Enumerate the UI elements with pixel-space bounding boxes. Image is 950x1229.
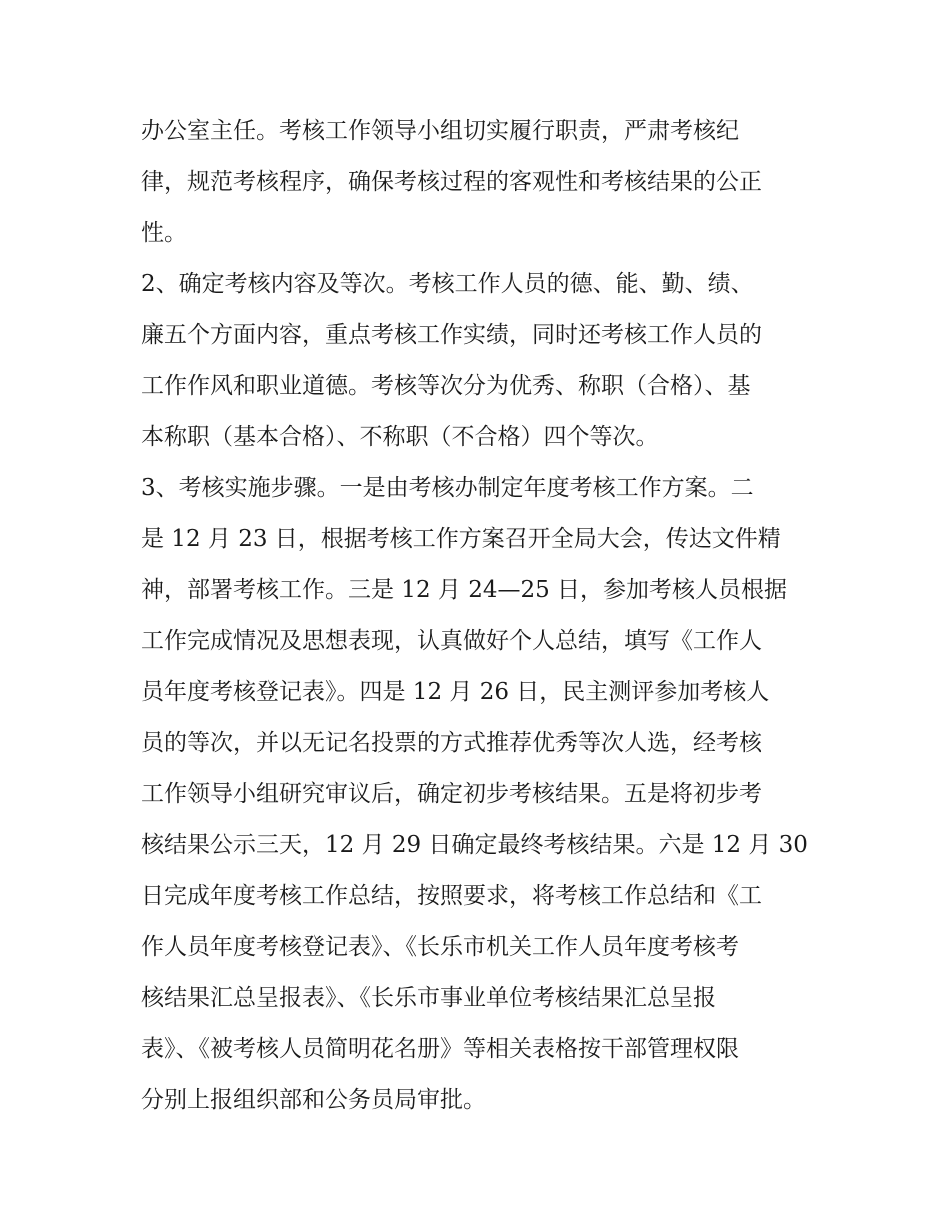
- text-line: 员的等次，并以无记名投票的方式推荐优秀等次人选，经考核: [141, 730, 762, 756]
- text-line: 核结果公示三天，12 月 29 日确定最终考核结果。六是 12 月 30: [141, 832, 808, 858]
- document-body: [141, 106, 813, 1126]
- text-line: 神，部署考核工作。三是 12 月 24—25 日，参加考核人员根据: [141, 577, 788, 603]
- text-line: 员年度考核登记表》。四是 12 月 26 日，民主测评参加考核人: [141, 679, 770, 705]
- text-line: 表》、《被考核人员简明花名册》等相关表格按干部管理权限: [141, 1036, 739, 1062]
- text-line: 3、考核实施步骤。一是由考核办制定年度考核工作方案。二: [141, 475, 754, 501]
- text-line: 性。: [141, 220, 187, 246]
- text-line: 分别上报组织部和公务员局审批。: [141, 1087, 486, 1113]
- text-line: 工作领导小组研究审议后，确定初步考核结果。五是将初步考: [141, 781, 762, 807]
- text-line: 律，规范考核程序，确保考核过程的客观性和考核结果的公正: [141, 169, 762, 195]
- text-line: 核结果汇总呈报表》、《长乐市事业单位考核结果汇总呈报: [141, 985, 716, 1011]
- text-line: 是 12 月 23 日，根据考核工作方案召开全局大会，传达文件精: [141, 526, 781, 552]
- text-line: 2、确定考核内容及等次。考核工作人员的德、能、勤、绩、: [141, 271, 754, 297]
- text-line: 工作作风和职业道德。考核等次分为优秀、称职（合格）、基: [141, 373, 751, 399]
- text-line: 本称职（基本合格）、不称职（不合格）四个等次。: [141, 424, 659, 450]
- text-line: 日完成年度考核工作总结，按照要求，将考核工作总结和《工: [141, 883, 762, 909]
- text-line: 办公室主任。考核工作领导小组切实履行职责，严肃考核纪: [141, 118, 739, 144]
- text-line: 工作完成情况及思想表现，认真做好个人总结，填写《工作人: [141, 628, 762, 654]
- text-line: 作人员年度考核登记表》、《长乐市机关工作人员年度考核考: [141, 934, 739, 960]
- text-line: 廉五个方面内容，重点考核工作实绩，同时还考核工作人员的: [141, 322, 762, 348]
